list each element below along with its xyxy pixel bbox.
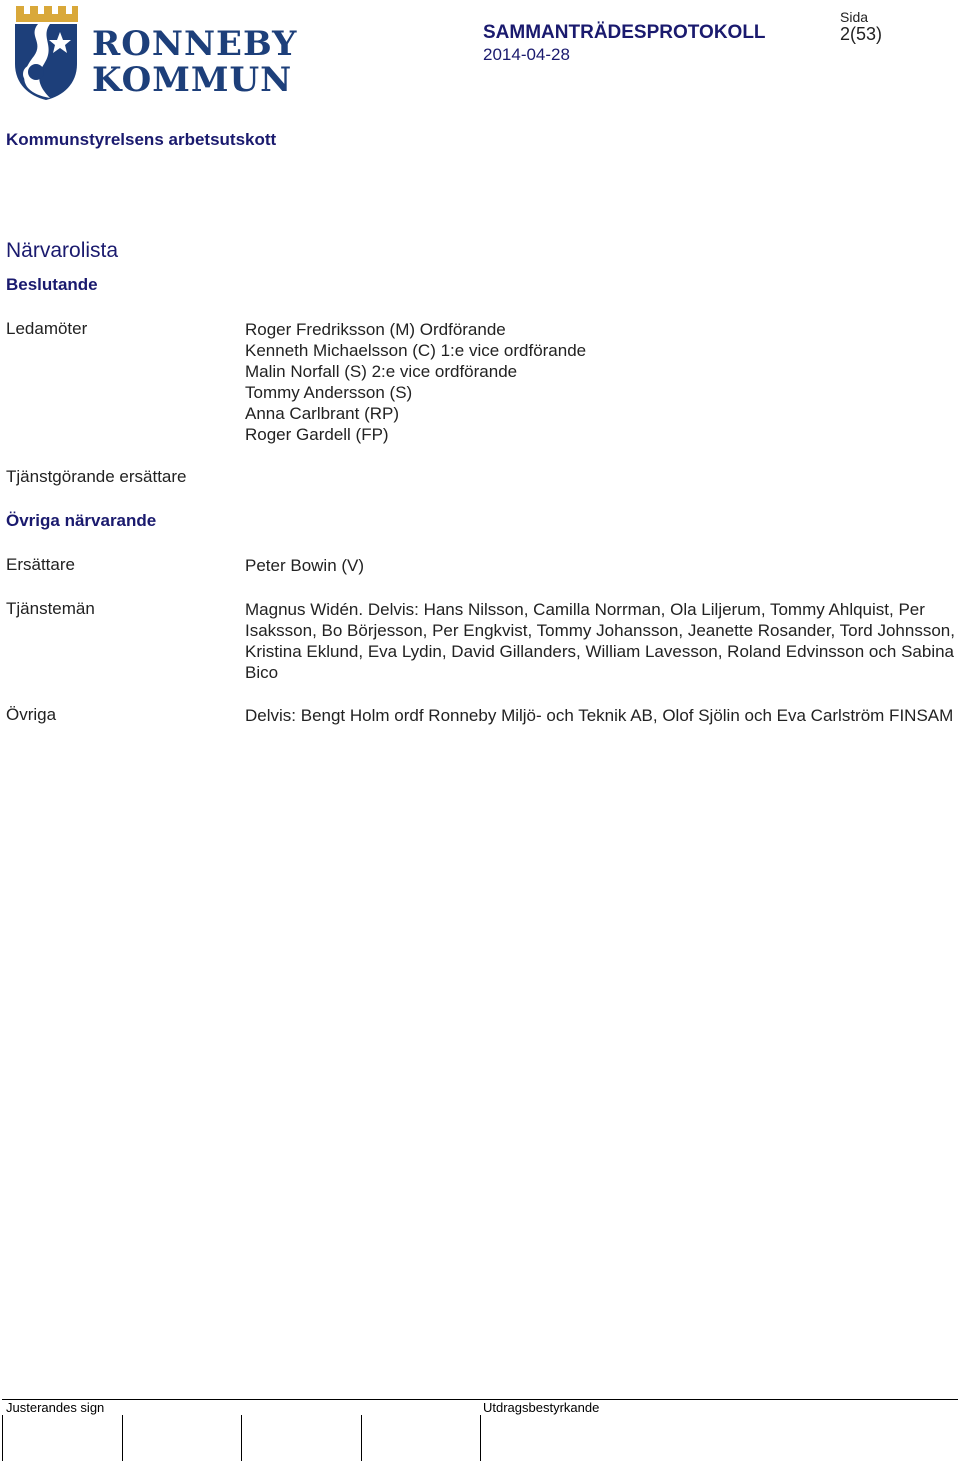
deciding-heading: Beslutande <box>6 275 98 294</box>
others-present-heading: Övriga närvarande <box>6 511 157 530</box>
others-label: Övriga <box>6 705 57 724</box>
member-item: Malin Norfall (S) 2:e vice ordförande <box>245 362 518 381</box>
municipality-logo <box>12 4 298 104</box>
substitutes-label: Ersättare <box>6 555 75 574</box>
meeting-date: 2014-04-28 <box>483 45 570 64</box>
committee-name: Kommunstyrelsens arbetsutskott <box>6 130 277 149</box>
signature-box[interactable] <box>241 1415 242 1461</box>
member-item: Roger Fredriksson (M) Ordförande <box>245 320 506 339</box>
member-item: Roger Gardell (FP) <box>245 425 389 444</box>
members-list <box>245 319 586 445</box>
certification-label: Utdragsbestyrkande <box>483 1400 600 1415</box>
logo-text-line1: RONNEBY <box>92 24 298 64</box>
member-item: Anna Carlbrant (RP) <box>245 404 400 423</box>
coat-of-arms-icon <box>12 4 80 102</box>
signature-box[interactable] <box>2 1415 3 1461</box>
attendance-heading: Närvarolista <box>6 239 119 262</box>
members-label: Ledamöter <box>6 319 88 338</box>
document-type: SAMMANTRÄDESPROTOKOLL <box>483 22 766 43</box>
page-label: Sida <box>840 9 869 25</box>
substitutes-value: Peter Bowin (V) <box>245 556 365 575</box>
logo-text-line2: KOMMUN <box>92 60 293 100</box>
certification-box[interactable] <box>480 1415 481 1461</box>
signature-box[interactable] <box>361 1415 362 1461</box>
member-item: Tommy Andersson (S) <box>245 383 413 402</box>
signature-box[interactable] <box>122 1415 123 1461</box>
others-value: Delvis: Bengt Holm ordf Ronneby Miljö- och Teknik AB, Olof Sjölin och Eva Carlström FINSAM <box>245 706 954 725</box>
footer-divider <box>2 1399 958 1400</box>
adjuster-sign-label: Justerandes sign <box>6 1400 105 1415</box>
substitutes-serving-label: Tjänstgörande ersättare <box>6 467 187 486</box>
officials-label: Tjänstemän <box>6 599 95 618</box>
page-number: 2(53) <box>840 24 883 44</box>
officials-value: Magnus Widén. Delvis: Hans Nilsson, Camilla Norrman, Ola Liljerum, Tommy Ahlquist, Per Isaksson, Bo Börjesson, Per Engkvist, Tommy Johansson, Jeanette Rosander, Tord Johnsson, Kristina Eklund, Eva Lydin, David Gillanders, William Lavesson, Roland Edvinsson och Sabina Bico <box>245 600 955 682</box>
member-item: Kenneth Michaelsson (C) 1:e vice ordförande <box>245 341 587 360</box>
